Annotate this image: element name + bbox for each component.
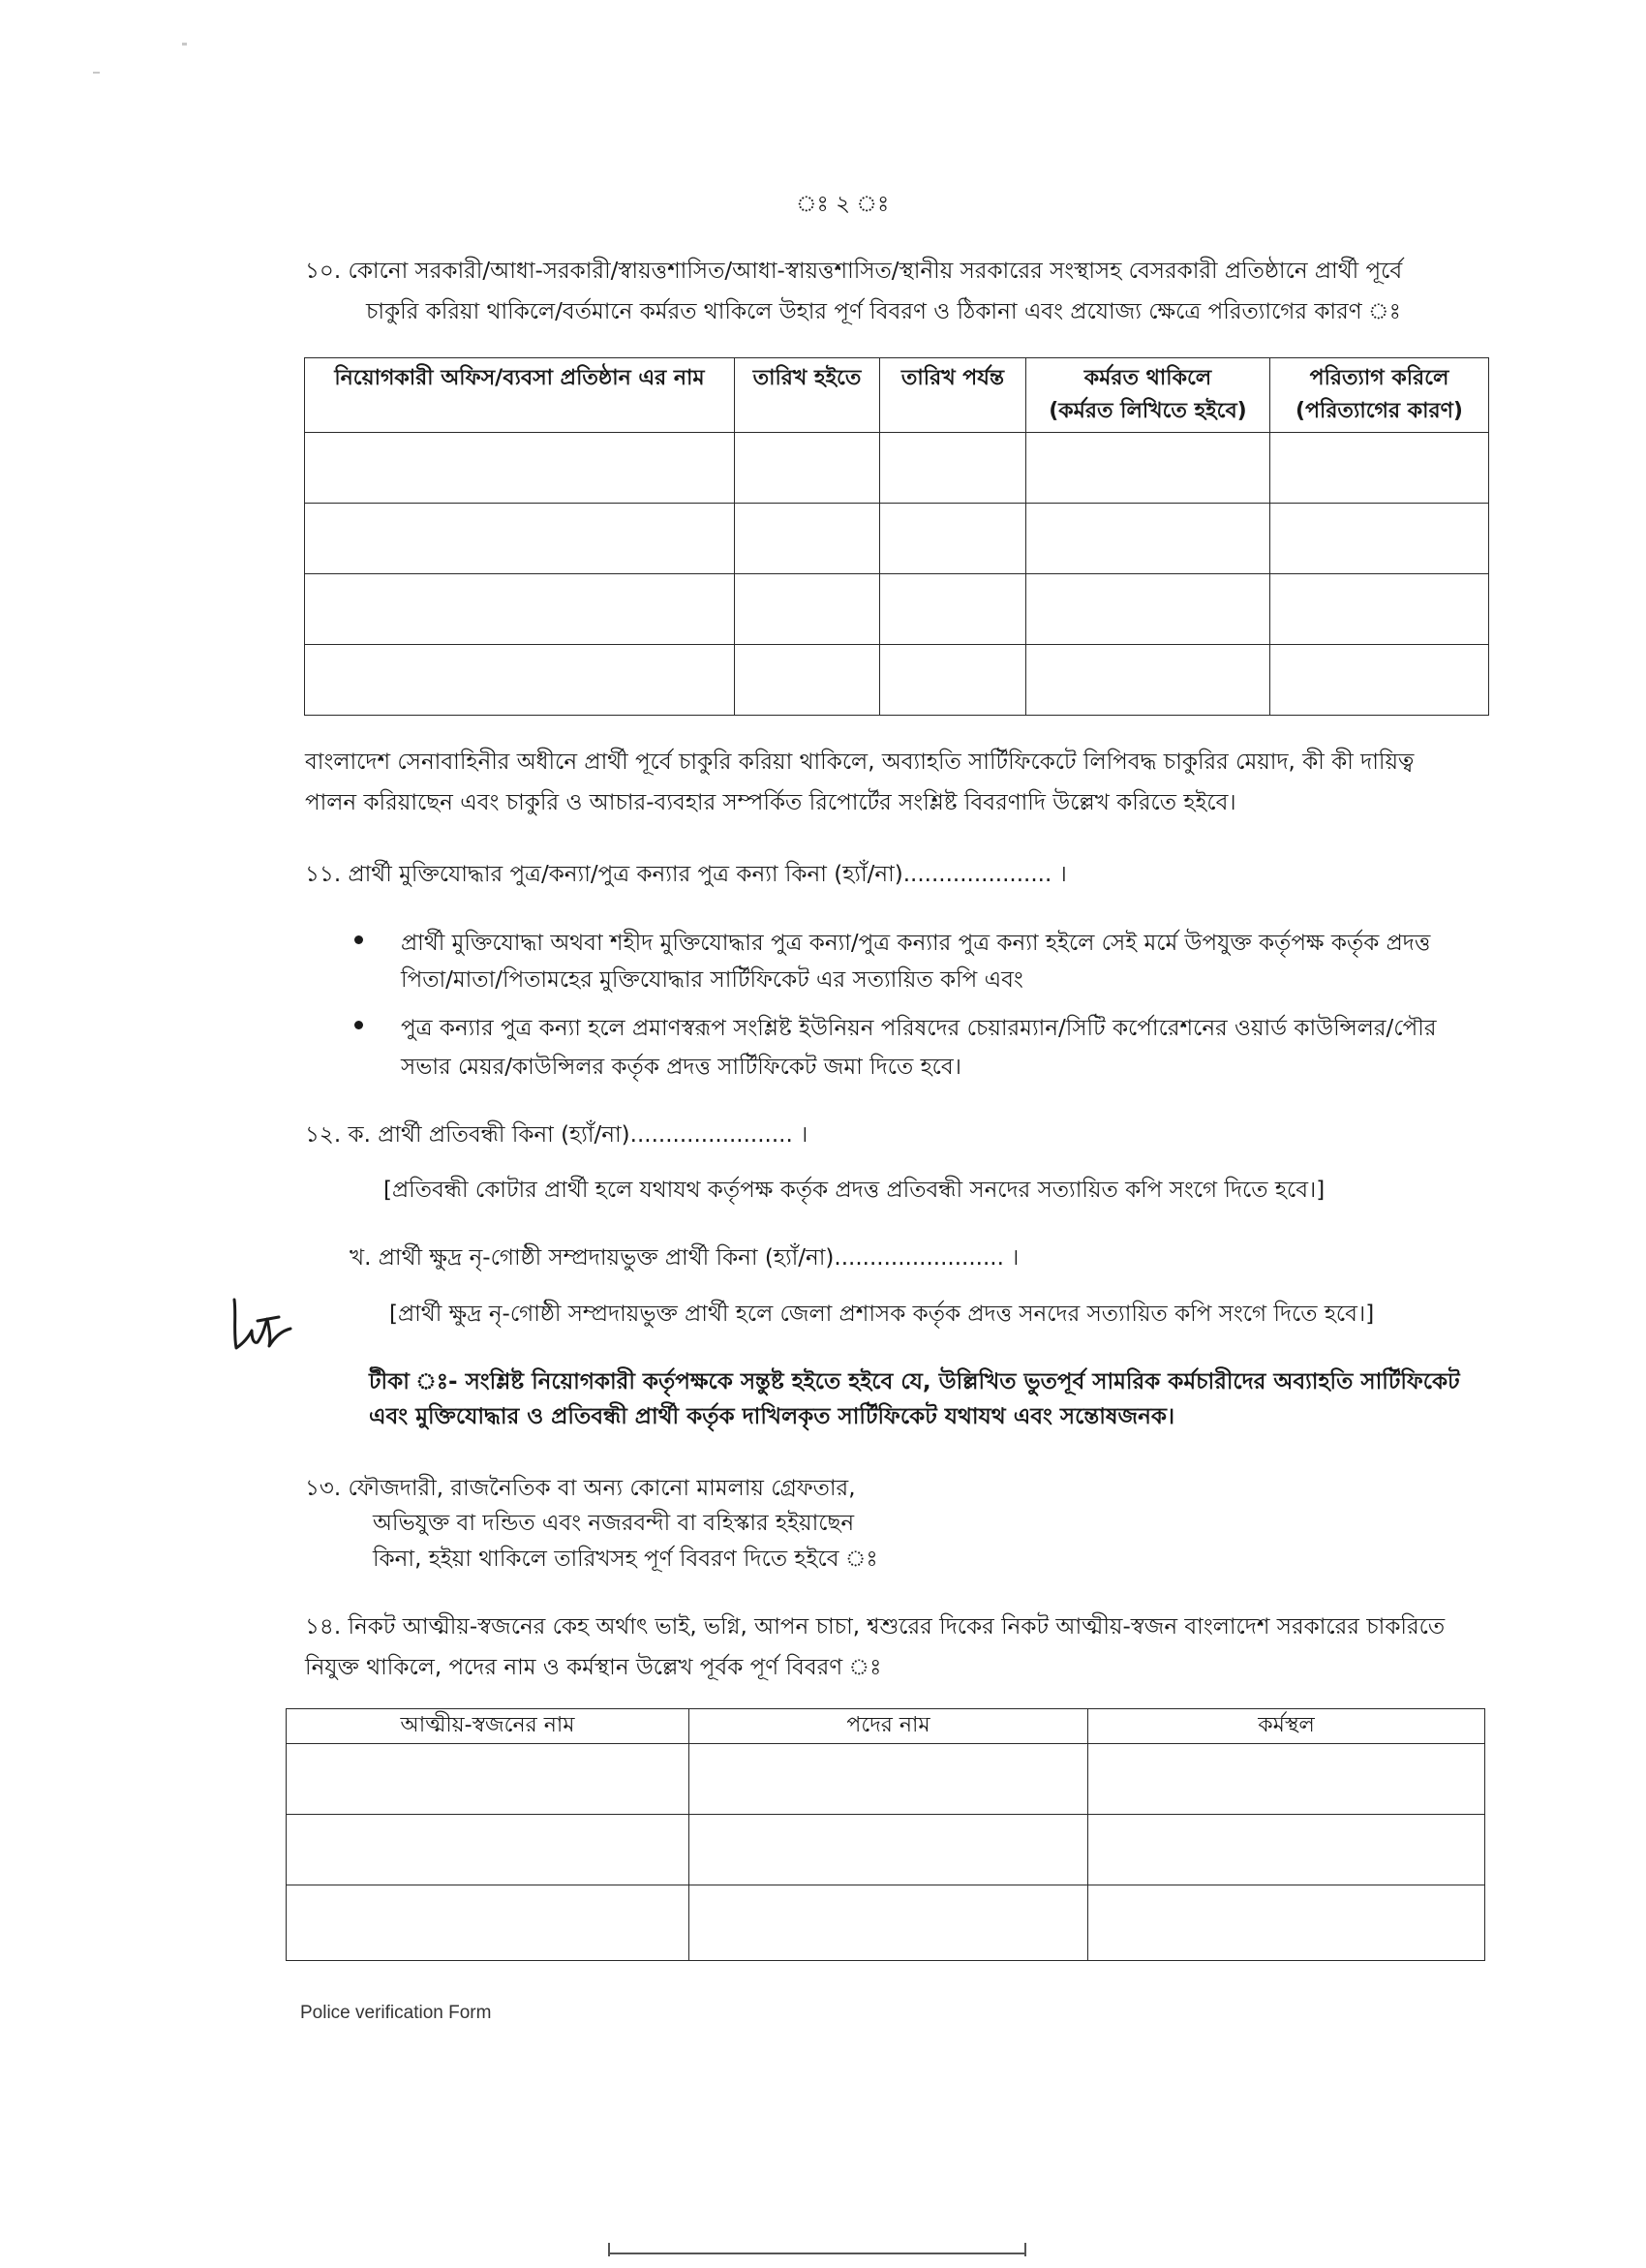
table-cell[interactable] <box>305 504 735 574</box>
section-12-kha: খ. প্রার্থী ক্ষুদ্র নৃ-গোষ্ঠী সম্প্রদায়ভুক্ত প্রার্থী কিনা (হ্যাঁ/না)........................ । <box>350 1245 1020 1271</box>
table-row <box>287 1885 1485 1961</box>
note-tika-line-1: টীকা ঃ- সংশ্লিষ্ট নিয়োগকারী কর্তৃপক্ষকে সন্তুষ্ট হইতে হইবে যে, উল্লিখিত ভুতপূর্ব সামরিক কর্মচারীদের অব্যাহতি সার্টিফিকেট <box>369 1369 1460 1395</box>
table-cell[interactable] <box>1026 574 1270 645</box>
table-cell[interactable] <box>880 504 1026 574</box>
scan-edge-line <box>1024 2243 1026 2256</box>
table-cell[interactable] <box>1270 645 1489 716</box>
table-cell[interactable] <box>305 574 735 645</box>
relatives-government-service-table <box>286 1708 1485 1961</box>
section-12-ka-note: [প্রতিবন্ধী কোটার প্রার্থী হলে যথাযথ কর্তৃপক্ষ কর্তৃক প্রদত্ত প্রতিবন্ধী সনদের সত্যায়িত কপি সংগে দিতে হবে।] <box>383 1178 1326 1203</box>
col-header-employer-name: নিয়োগকারী অফিস/ব্যবসা প্রতিষ্ঠান এর নাম <box>305 358 735 433</box>
col-header-workplace: কর্মস্থল <box>1088 1709 1485 1744</box>
section-10-line-2: চাকুরি করিয়া থাকিলে/বর্তমানে কর্মরত থাকিলে উহার পূর্ণ বিবরণ ও ঠিকানা এবং প্রযোজ্য ক্ষেত্রে পরিত্যাগের কারণ ঃ <box>366 299 1401 324</box>
table-row <box>305 645 1489 716</box>
table-cell[interactable] <box>735 645 880 716</box>
table-cell[interactable] <box>689 1815 1088 1885</box>
bullet-icon <box>354 935 363 944</box>
handwritten-initials-signature <box>229 1296 296 1354</box>
section-12-ka: ১২. ক. প্রার্থী প্রতিবন্ধী কিনা (হ্যাঁ/না)....................... । <box>305 1122 808 1148</box>
section-14-line-1: ১৪. নিকট আত্মীয়-স্বজনের কেহ অর্থাৎ ভাই, ভগ্নি, আপন চাচা, শ্বশুরের দিকের নিকট আত্মীয়-স্বজন বাংলাদেশ সরকারের চাকরিতে <box>305 1614 1446 1640</box>
table-cell[interactable] <box>287 1815 689 1885</box>
table-row <box>305 574 1489 645</box>
scan-speck <box>93 72 100 74</box>
table-cell[interactable] <box>1088 1815 1485 1885</box>
table-header-row <box>305 358 1489 433</box>
table-row <box>287 1744 1485 1815</box>
col-header-currently-working: কর্মরত থাকিলে (কর্মরত লিখিতে হইবে) <box>1026 358 1270 433</box>
col-header-date-from: তারিখ হইতে <box>735 358 880 433</box>
section-13-line-3: কিনা, হইয়া থাকিলে তারিখসহ পূর্ণ বিবরণ দিতে হইবে ঃ <box>373 1547 878 1572</box>
section-11-bullet-1-line-2: পিতা/মাতা/পিতামহের মুক্তিযোদ্ধার সার্টিফিকেট এর সত্যায়িত কপি এবং <box>401 967 1023 993</box>
page-number: ঃ ২ ঃ <box>796 192 890 217</box>
table-cell[interactable] <box>880 433 1026 504</box>
col-header-relative-name: আত্মীয়-স্বজনের নাম <box>287 1709 689 1744</box>
table-cell[interactable] <box>1026 433 1270 504</box>
table-cell[interactable] <box>689 1744 1088 1815</box>
section-13-line-2: অভিযুক্ত বা দন্ডিত এবং নজরবন্দী বা বহিস্কার হইয়াছেন <box>373 1511 855 1536</box>
table-cell[interactable] <box>735 574 880 645</box>
table-row <box>305 504 1489 574</box>
section-14-line-2: নিযুক্ত থাকিলে, পদের নাম ও কর্মস্থান উল্লেখ পূর্বক পূর্ণ বিবরণ ঃ <box>305 1655 882 1680</box>
bullet-icon <box>354 1021 363 1029</box>
section-10-line-1: ১০. কোনো সরকারী/আধা-সরকারী/স্বায়ত্তশাসিত/আধা-স্বায়ত্তশাসিত/স্থানীয় সরকারের সংস্থাসহ বেসরকারী প্রতিষ্ঠানে প্রার্থী পূর্বে <box>305 259 1403 284</box>
table-row <box>305 433 1489 504</box>
table-cell[interactable] <box>1026 504 1270 574</box>
table-cell[interactable] <box>287 1885 689 1961</box>
table-cell[interactable] <box>305 645 735 716</box>
section-11-bullet-2-line-2: সভার মেয়র/কাউন্সিলর কর্তৃক প্রদত্ত সার্টিফিকেট জমা দিতে হবে। <box>401 1055 961 1080</box>
col-header-designation: পদের নাম <box>689 1709 1088 1744</box>
table-row <box>287 1815 1485 1885</box>
table-cell[interactable] <box>1026 645 1270 716</box>
table-cell[interactable] <box>287 1744 689 1815</box>
table-cell[interactable] <box>305 433 735 504</box>
table-cell[interactable] <box>1270 574 1489 645</box>
table-cell[interactable] <box>880 645 1026 716</box>
table-cell[interactable] <box>735 433 880 504</box>
scan-speck <box>182 43 187 46</box>
scan-edge-line <box>608 2243 610 2256</box>
section-12-kha-note: [প্রার্থী ক্ষুদ্র নৃ-গোষ্ঠী সম্প্রদায়ভুক্ত প্রার্থী হলে জেলা প্রশাসক কর্তৃক প্রদত্ত সনদের সত্যায়িত কপি সংগে দিতে হবে।] <box>389 1302 1375 1327</box>
table-cell[interactable] <box>1270 504 1489 574</box>
scan-edge-line <box>608 2253 1026 2254</box>
section-13-line-1: ১৩. ফৌজদারী, রাজনৈতিক বা অন্য কোনো মামলায় গ্রেফতার, <box>305 1476 856 1501</box>
table-cell[interactable] <box>1088 1885 1485 1961</box>
section-11-question: ১১. প্রার্থী মুক্তিযোদ্ধার পুত্র/কন্যা/পুত্র কন্যার পুত্র কন্যা কিনা (হ্যাঁ/না)..................... । <box>305 862 1067 887</box>
section-11-bullet-1-line-1: প্রার্থী মুক্তিযোদ্ধা অথবা শহীদ মুক্তিযোদ্ধার পুত্র কন্যা/পুত্র কন্যার পুত্র কন্যা হইলে সেই মর্মে উপযুক্ত কর্তৃপক্ষ কর্তৃক প্রদত্ত <box>401 931 1431 956</box>
col-header-leaving-reason: পরিত্যাগ করিলে (পরিত্যাগের কারণ) <box>1270 358 1489 433</box>
table-cell[interactable] <box>1088 1744 1485 1815</box>
col-header-date-to: তারিখ পর্যন্ত <box>880 358 1026 433</box>
table-cell[interactable] <box>1270 433 1489 504</box>
table-cell[interactable] <box>880 574 1026 645</box>
table-cell[interactable] <box>689 1885 1088 1961</box>
table-header-row <box>287 1709 1485 1744</box>
form-footer-title: Police verification Form <box>300 2003 492 2023</box>
note-tika-line-2: এবং মুক্তিযোদ্ধার ও প্রতিবন্ধী প্রার্থী কর্তৃক দাখিলকৃত সার্টিফিকেট যথাযথ এবং সন্তোষজনক। <box>369 1404 1175 1429</box>
army-note-line-2: পালন করিয়াছেন এবং চাকুরি ও আচার-ব্যবহার সম্পর্কিত রিপোর্টের সংশ্লিষ্ট বিবরণাদি উল্লেখ করিতে হইবে। <box>305 790 1236 815</box>
section-11-bullet-2-line-1: পুত্র কন্যার পুত্র কন্যা হলে প্রমাণস্বরূপ সংশ্লিষ্ট ইউনিয়ন পরিষদের চেয়ারম্যান/সিটি কর্পোরেশনের ওয়ার্ড কাউন্সিলর/পৌর <box>401 1016 1437 1041</box>
army-note-line-1: বাংলাদেশ সেনাবাহিনীর অধীনে প্রার্থী পূর্বে চাকুরি করিয়া থাকিলে, অব্যাহতি সার্টিফিকেটে লিপিবদ্ধ চাকুরির মেয়াদ, কী কী দায়িত্ব <box>305 750 1415 775</box>
table-cell[interactable] <box>735 504 880 574</box>
employment-history-table <box>304 357 1489 716</box>
